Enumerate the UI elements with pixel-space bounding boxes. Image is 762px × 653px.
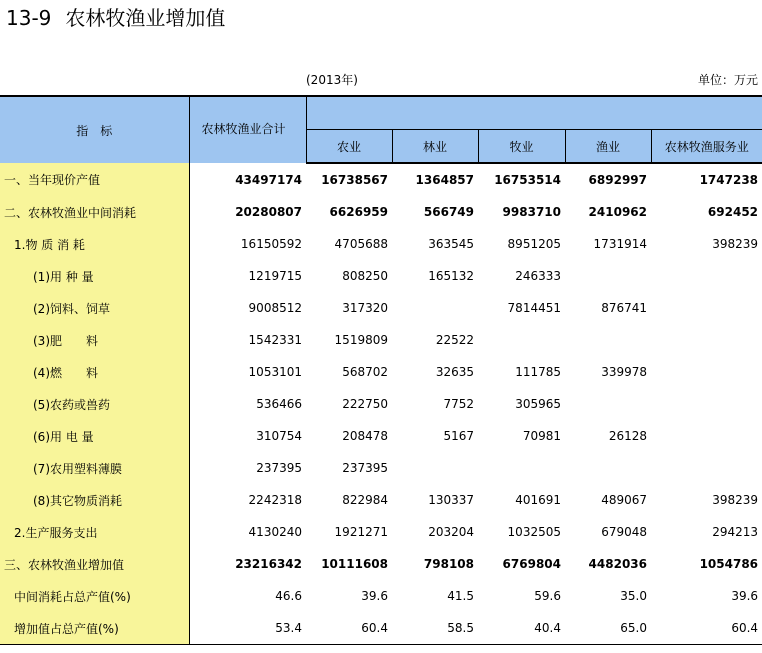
table-row (0, 420, 762, 452)
table-cell: 130337 (428, 493, 474, 507)
data-table (0, 95, 762, 645)
table-cell: 822984 (342, 493, 388, 507)
table-cell: 20280807 (235, 205, 302, 219)
table-cell (565, 388, 651, 420)
table-row (0, 292, 762, 324)
header-total: 农林牧渔业合计 (189, 96, 306, 163)
table-cell (565, 260, 651, 292)
page-title (6, 2, 225, 34)
table-cell (651, 356, 762, 388)
table-cell: 310754 (256, 429, 302, 443)
row-label: (3)肥 料 (0, 324, 189, 356)
table-body (0, 163, 762, 645)
table-cell: 70981 (522, 429, 561, 443)
table-cell: 568702 (342, 365, 388, 379)
header-group-spacer (306, 96, 762, 130)
table-cell: 566749 (423, 205, 474, 219)
table-row (0, 548, 762, 580)
table-row (0, 516, 762, 548)
row-label: 2.生产服务支出 (0, 516, 189, 548)
table-cell (651, 452, 762, 484)
unit-label: 单位：万元 (697, 73, 758, 87)
table-cell: 4482036 (588, 557, 647, 571)
table-cell: 46.6 (275, 589, 302, 603)
table-cell: 692452 (707, 205, 759, 219)
table-cell: 22522 (435, 333, 474, 347)
row-label: 中间消耗占总产值(%) (0, 580, 189, 612)
row-label: (6)用 电 量 (0, 420, 189, 452)
row-label: 二、农林牧渔业中间消耗 (0, 196, 189, 228)
table-number: 13-9 (6, 6, 52, 30)
table-row (0, 388, 762, 420)
table-cell (478, 452, 565, 484)
table-cell: 9983710 (502, 205, 561, 219)
row-label: 1.物 质 消 耗 (0, 228, 189, 260)
table-cell: 23216342 (235, 557, 302, 571)
table-cell (651, 324, 762, 356)
header-col-forestry: 林业 (392, 130, 478, 164)
table-cell: 203204 (428, 525, 474, 539)
table-cell: 1921271 (334, 525, 388, 539)
table-cell: 679048 (601, 525, 647, 539)
row-label: (5)农药或兽药 (0, 388, 189, 420)
table-cell: 41.5 (447, 589, 474, 603)
table-cell: 1054786 (699, 557, 759, 571)
table-cell: 43497174 (235, 172, 302, 187)
table-cell: 1032505 (507, 525, 561, 539)
table-cell: 32635 (435, 365, 474, 379)
table-cell: 26128 (608, 429, 647, 443)
table-cell: 39.6 (731, 589, 759, 603)
table-cell: 237395 (256, 461, 302, 475)
row-label: (1)用 种 量 (0, 260, 189, 292)
table-cell (565, 452, 651, 484)
table-row (0, 612, 762, 645)
row-label: (4)燃 料 (0, 356, 189, 388)
table-cell: 808250 (342, 269, 388, 283)
table-cell: 1053101 (248, 365, 302, 379)
table-cell: 53.4 (189, 612, 306, 645)
table-cell: 39.6 (361, 589, 388, 603)
table-cell: 111785 (515, 365, 561, 379)
row-label: (8)其它物质消耗 (0, 484, 189, 516)
table-cell: 237395 (342, 461, 388, 475)
row-label: 增加值占总产值(%) (0, 612, 189, 645)
table-cell: 165132 (428, 269, 474, 283)
table-row (0, 356, 762, 388)
table-row (0, 580, 762, 612)
header-col-animal-husbandry: 牧业 (478, 130, 565, 164)
header-col-fishery: 渔业 (565, 130, 651, 164)
table-cell: 16753514 (494, 173, 561, 187)
table-cell: 6769804 (502, 557, 561, 571)
table-cell (651, 420, 762, 452)
table-cell: 294213 (712, 525, 759, 539)
table-cell: 363545 (428, 237, 474, 251)
table-cell: 1519809 (334, 333, 388, 347)
table-cell: 489067 (601, 493, 647, 507)
table-cell: 246333 (515, 269, 561, 283)
table-row (0, 324, 762, 356)
header-indicator: 指 标 (0, 96, 189, 163)
table-cell: 876741 (601, 301, 647, 315)
table-cell (392, 292, 478, 324)
table-cell: 6892997 (588, 173, 647, 187)
table-cell (651, 260, 762, 292)
table-cell: 40.4 (478, 612, 565, 645)
table-row (0, 196, 762, 228)
table-cell: 58.5 (392, 612, 478, 645)
table-cell: 398239 (712, 237, 759, 251)
table-cell: 5167 (443, 429, 474, 443)
table-cell: 60.4 (651, 612, 762, 645)
row-label: (2)饲料、饲草 (0, 292, 189, 324)
table-cell: 60.4 (306, 612, 392, 645)
year-label: (2013年) (306, 73, 358, 87)
table-cell: 339978 (601, 365, 647, 379)
table-cell: 7814451 (507, 301, 561, 315)
row-label: (7)农用塑料薄膜 (0, 452, 189, 484)
table-cell: 10111608 (321, 557, 388, 571)
table-cell: 16150592 (240, 237, 302, 251)
table-row (0, 163, 762, 196)
table-cell: 8951205 (507, 237, 561, 251)
table-cell: 317320 (342, 301, 388, 315)
table-cell: 59.6 (534, 589, 561, 603)
table-cell: 2410962 (588, 205, 647, 219)
table-cell: 1747238 (699, 173, 759, 187)
table-cell: 9008512 (248, 301, 302, 315)
table-cell: 35.0 (620, 589, 647, 603)
table-cell: 7752 (443, 397, 474, 411)
table-title: 农林牧渔业增加值 (65, 6, 226, 30)
table-cell: 6626959 (329, 205, 388, 219)
table-cell (651, 388, 762, 420)
table-cell: 798108 (423, 557, 474, 571)
table-row (0, 484, 762, 516)
row-label: 一、当年现价产值 (0, 163, 189, 196)
table-cell: 536466 (256, 397, 302, 411)
table-cell: 1542331 (248, 333, 302, 347)
table-cell: 208478 (342, 429, 388, 443)
table-cell: 16738567 (321, 173, 388, 187)
table-cell: 1731914 (593, 237, 647, 251)
table-row (0, 452, 762, 484)
table-cell (651, 292, 762, 324)
table-cell: 4130240 (248, 525, 302, 539)
table-row (0, 260, 762, 292)
table-cell: 65.0 (565, 612, 651, 645)
header-col-agriculture: 农业 (306, 130, 392, 164)
row-label: 三、农林牧渔业增加值 (0, 548, 189, 580)
table-cell (478, 324, 565, 356)
table-cell: 4705688 (334, 237, 388, 251)
table-cell: 2242318 (248, 493, 302, 507)
table-cell (392, 452, 478, 484)
table-cell: 222750 (342, 397, 388, 411)
table-row (0, 228, 762, 260)
table-cell: 398239 (712, 493, 759, 507)
header-col-services: 农林牧渔服务业 (651, 130, 762, 164)
table-cell: 1364857 (415, 173, 474, 187)
table-cell (565, 324, 651, 356)
table-cell: 401691 (515, 493, 561, 507)
table-cell: 1219715 (248, 269, 302, 283)
table-cell: 305965 (515, 397, 561, 411)
